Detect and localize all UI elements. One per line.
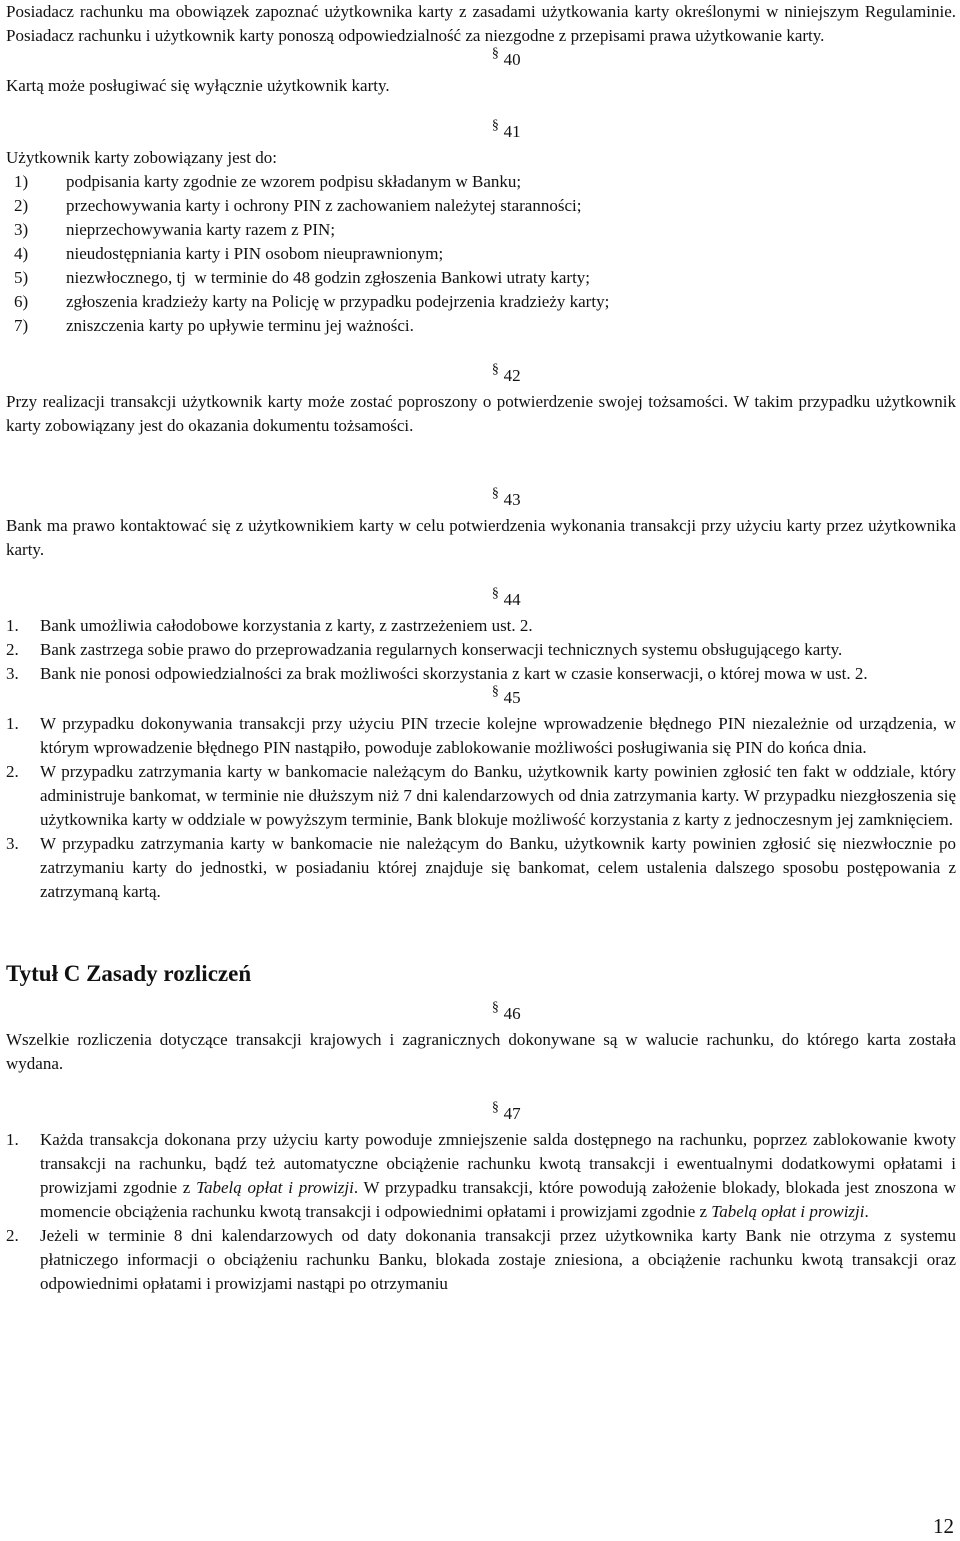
intro-paragraph: Posiadacz rachunku ma obowiązek zapoznać użytkownika karty z zasadami użytkowania karty określonymi w niniejszym Regulaminie. Posiadacz rachunku i użytkownik karty ponoszą odpowiedzialność za niezgodne z przepisami prawa użytkowanie karty. bbox=[6, 2, 956, 45]
list-item: 2. Jeżeli w terminie 8 dni kalendarzowych od daty dokonania transakcji przez użytkownika karty Bank nie otrzyma z systemu płatniczego informacji o obciążeniu rachunku Banku, blokada zostaje zniesiona, a obciążenie rachunku kwotą transakcji oraz odpowiednimi opłatami i prowizjami nastąpi po otrzymaniu bbox=[6, 1226, 956, 1293]
section-40-heading bbox=[6, 48, 956, 74]
list-item: 3. W przypadku zatrzymania karty w bankomacie nie należącym do Banku, użytkownik karty powinien zgłosić się niezwłocznie po zatrzymaniu karty do jednostki, w posiadaniu której znajduje się bankomat, celem ustalenia dalszego sposobu postępowania z zatrzymaną kartą. bbox=[6, 834, 956, 901]
section-symbol: § bbox=[491, 362, 499, 377]
page-number: 12 bbox=[933, 1514, 954, 1538]
list-item: 6) zgłoszenia kradzieży karty na Policję w przypadku podejrzenia kradzieży karty; bbox=[14, 292, 610, 311]
section-41-list bbox=[6, 170, 956, 338]
section-41-lead: Użytkownik karty zobowiązany jest do: bbox=[6, 148, 277, 167]
list-item: 3. Bank nie ponosi odpowiedzialności za brak możliwości skorzystania z kart w czasie konserwacji, o której mowa w ust. 2. bbox=[6, 664, 868, 683]
list-item: 3) nieprzechowywania karty razem z PIN; bbox=[14, 220, 336, 239]
section-number: 40 bbox=[503, 50, 521, 69]
section-44-list bbox=[6, 614, 956, 686]
document-page bbox=[6, 0, 956, 1296]
section-42-text: Przy realizacji transakcji użytkownik karty może zostać poproszony o potwierdzenie swojej tożsamości. W takim przypadku użytkownik karty zobowiązany jest do okazania dokumentu tożsamości. bbox=[6, 392, 956, 435]
section-45-heading bbox=[6, 686, 956, 712]
list-item: 1. Bank umożliwia całodobowe korzystania z karty, z zastrzeżeniem ust. 2. bbox=[6, 616, 533, 635]
section-symbol: § bbox=[491, 118, 499, 133]
section-number: 42 bbox=[503, 366, 521, 385]
list-item: 2. Bank zastrzega sobie prawo do przeprowadzania regularnych konserwacji technicznych systemu obsługującego karty. bbox=[6, 640, 843, 659]
section-symbol: § bbox=[491, 1100, 499, 1115]
section-number: 44 bbox=[503, 590, 521, 609]
list-item: 1. Każda transakcja dokonana przy użyciu karty powoduje zmniejszenie salda dostępnego na rachunku, poprzez zablokowanie kwoty transakcji na rachunku, bądź też automatyczne obciążenie rachunku kwotą transakcji i ewentualnymi dodatkowymi opłatami i prowizjami zgodnie z Tabelą opłat i prowizji. W przypadku transakcji, które powodują założenie blokady, blokada jest znoszona w momencie obciążenia rachunku kwotą transakcji i odpowiednimi opłatami i prowizjami zgodnie z Tabelą opłat i prowizji. bbox=[6, 1130, 956, 1221]
section-43-heading bbox=[6, 488, 956, 514]
list-item: 7) zniszczenia karty po upływie terminu jej ważności. bbox=[14, 316, 414, 335]
section-40-text: Kartą może posługiwać się wyłącznie użytkownik karty. bbox=[6, 76, 390, 95]
section-number: 41 bbox=[503, 122, 521, 141]
section-47-heading bbox=[6, 1102, 956, 1128]
section-43-text: Bank ma prawo kontaktować się z użytkownikiem karty w celu potwierdzenia wykonania transakcji przy użyciu karty przez użytkownika karty. bbox=[6, 516, 956, 559]
section-46-heading bbox=[6, 1002, 956, 1028]
list-item: 1. W przypadku dokonywania transakcji przy użyciu PIN trzecie kolejne wprowadzenie błędnego PIN niezależnie od urządzenia, w którym wprowadzenie błędnego PIN nastąpiło, powoduje zablokowanie możliwości posługiwania się PIN do końca dnia. bbox=[6, 714, 956, 757]
title-c-heading: Tytuł C Zasady rozliczeń bbox=[6, 961, 252, 986]
list-item: 5) niezwłocznego, tj w terminie do 48 godzin zgłoszenia Bankowi utraty karty; bbox=[14, 268, 591, 287]
section-symbol: § bbox=[491, 486, 499, 501]
section-45-list bbox=[6, 712, 956, 904]
section-number: 46 bbox=[503, 1004, 521, 1023]
fee-table-reference: Tabelą opłat i prowizji bbox=[711, 1202, 865, 1221]
section-symbol: § bbox=[491, 586, 499, 601]
section-symbol: § bbox=[491, 1000, 499, 1015]
fee-table-reference: Tabelą opłat i prowizji bbox=[196, 1178, 354, 1197]
section-46-text: Wszelkie rozliczenia dotyczące transakcji krajowych i zagranicznych dokonywane są w walucie rachunku, do którego karta została wydana. bbox=[6, 1030, 956, 1073]
section-number: 45 bbox=[503, 688, 521, 707]
section-number: 47 bbox=[503, 1104, 521, 1123]
section-symbol: § bbox=[491, 46, 499, 61]
section-47-list bbox=[6, 1128, 956, 1296]
section-41-heading bbox=[6, 120, 956, 146]
list-item: 2) przechowywania karty i ochrony PIN z zachowaniem należytej staranności; bbox=[14, 196, 582, 215]
section-symbol: § bbox=[491, 684, 499, 699]
section-44-heading bbox=[6, 588, 956, 614]
section-number: 43 bbox=[503, 490, 521, 509]
list-item: 1) podpisania karty zgodnie ze wzorem podpisu składanym w Banku; bbox=[14, 172, 522, 191]
list-item: 4) nieudostępniania karty i PIN osobom nieuprawnionym; bbox=[14, 244, 444, 263]
section-42-heading bbox=[6, 364, 956, 390]
list-item: 2. W przypadku zatrzymania karty w bankomacie należącym do Banku, użytkownik karty powinien zgłosić ten fakt w oddziale, który administruje bankomat, w terminie nie dłuższym niż 7 dni kalendarzowych od dnia zatrzymania karty. W przypadku niezgłoszenia się użytkownika karty w oddziale w powyższym terminie, Bank blokuje możliwość korzystania z karty z jednoczesnym jej zamknięciem. bbox=[6, 762, 956, 829]
